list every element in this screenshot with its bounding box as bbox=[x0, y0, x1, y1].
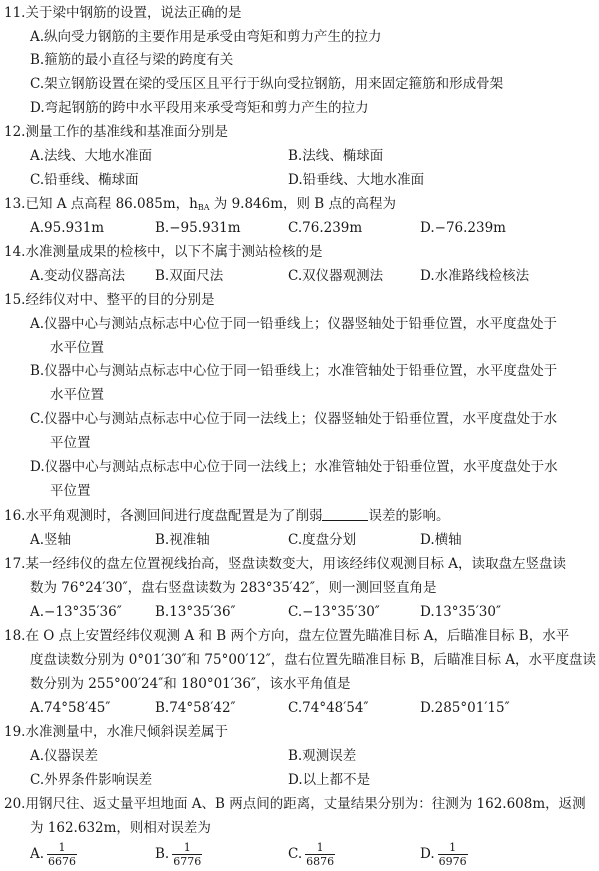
q15-option-b-line1: B.仪器中心与测站点标志中心位于同一铅垂线上；水准管轴处于铅垂位置，水平度盘处于 bbox=[30, 363, 558, 379]
q16-blank bbox=[322, 507, 368, 521]
q13-stem-subscript: BA bbox=[197, 203, 210, 212]
q14-option-a: A.变动仪器高法 bbox=[30, 268, 126, 284]
q19-option-b: B.观测误差 bbox=[288, 748, 357, 764]
q20-option-c-fraction bbox=[305, 841, 335, 868]
q16-stem bbox=[4, 507, 449, 525]
q15-option-c-line2: 平位置 bbox=[50, 435, 91, 451]
q20-stem-line2: 为 162.632m，则相对误差为 bbox=[30, 820, 211, 836]
q14-emphasis-1: 不 bbox=[200, 244, 215, 260]
q17-option-d: D.13°35′30″ bbox=[420, 604, 502, 620]
q11-stem: 11.关于梁中钢筋的设置，说法正确的是 bbox=[4, 5, 242, 21]
q20-option-b-numerator: 1 bbox=[183, 841, 191, 854]
q14-stem bbox=[4, 243, 322, 261]
q20-option-b bbox=[155, 839, 202, 869]
q13-option-a: A.95.931m bbox=[30, 220, 105, 236]
q11-option-c: C.架立钢筋设置在梁的受压区且平行于纵向受拉钢筋，用来固定箍筋和形成骨架 bbox=[30, 76, 504, 92]
q16-stem-pre: 16.水平角观测时，各测回间进行度盘配置是为了削弱 bbox=[4, 508, 323, 524]
q20-option-d-fraction bbox=[438, 841, 468, 868]
q13-option-d: D.−76.239m bbox=[420, 220, 506, 236]
q16-option-b: B.视准轴 bbox=[155, 532, 210, 548]
q19-option-a: A.仪器误差 bbox=[30, 748, 99, 764]
q15-stem: 15.经纬仪对中、整平的目的分别是 bbox=[4, 292, 215, 308]
q20-option-c-label: C. bbox=[288, 846, 303, 862]
q12-option-a: A.法线、大地水准面 bbox=[30, 148, 153, 164]
q18-stem-line1: 18.在 O 点上安置经纬仪观测 A 和 B 两个方向，盘左位置先瞄准目标 A，后瞄准目标 B，水平 bbox=[4, 628, 570, 644]
q19-stem: 19.水准测量中，水准尺倾斜误差属于 bbox=[4, 724, 228, 740]
q12-option-b: B.法线、椭球面 bbox=[288, 148, 384, 164]
q18-option-d: D.285°01′15″ bbox=[420, 700, 510, 716]
q16-option-c: C.度盘分划 bbox=[288, 532, 357, 548]
q11-option-d: D.弯起钢筋的跨中水平段用来承受弯矩和剪力产生的拉力 bbox=[30, 100, 369, 116]
q20-option-d-label: D. bbox=[420, 846, 435, 862]
q20-option-b-denominator: 6776 bbox=[173, 855, 202, 868]
q20-option-a-fraction bbox=[47, 841, 77, 868]
q15-option-c-line1: C.仪器中心与测站点标志中心位于同一法线上；仪器竖轴处于铅垂位置，水平度盘处于水 bbox=[30, 411, 558, 427]
q19-option-c: C.外界条件影响误差 bbox=[30, 772, 153, 788]
q20-option-a-label: A. bbox=[30, 846, 45, 862]
q20-option-a bbox=[30, 839, 77, 869]
q16-stem-post: 误差的影响。 bbox=[368, 508, 450, 524]
q18-option-b: B.74°58′42″ bbox=[155, 700, 236, 716]
q18-stem-line3: 数分别为 255°00′24″和 180°01′36″，该水平角值是 bbox=[30, 676, 351, 692]
q17-stem-line2: 数为 76°24′30″，盘右竖盘读数为 283°35′42″，则一测回竖直角是 bbox=[30, 580, 437, 596]
q17-option-c: C.−13°35′30″ bbox=[288, 604, 380, 620]
q20-option-d bbox=[420, 839, 468, 869]
q13-stem bbox=[4, 195, 396, 217]
q17-stem-line1: 17.某一经纬仪的盘左位置视线抬高，竖盘读数变大，用该经纬仪观测目标 A，读取盘左竖盘读 bbox=[4, 556, 567, 572]
q15-option-b-line2: 水平位置 bbox=[50, 387, 104, 403]
q20-option-d-numerator: 1 bbox=[449, 841, 457, 854]
q20-option-b-fraction bbox=[172, 841, 202, 868]
q13-option-c: C.76.239m bbox=[288, 220, 363, 236]
q11-option-b: B.箍筋的最小直径与梁的跨度有关 bbox=[30, 52, 234, 68]
q20-option-c bbox=[288, 839, 335, 869]
q15-option-d-line1: D.仪器中心与测站点标志中心位于同一法线上；水准管轴处于铅垂位置，水平度盘处于水 bbox=[30, 459, 558, 475]
q20-option-b-label: B. bbox=[155, 846, 170, 862]
q20-option-a-denominator: 6676 bbox=[48, 855, 77, 868]
q14-stem-pre: 14.水准测量成果的检核中，以下 bbox=[4, 244, 201, 260]
q19-option-d: D.以上都不是 bbox=[288, 772, 371, 788]
q17-option-b: B.13°35′36″ bbox=[155, 604, 236, 620]
q14-stem-post: 测站检核的是 bbox=[241, 244, 323, 260]
q15-option-a-line1: A.仪器中心与测站点标志中心位于同一铅垂线上；仪器竖轴处于铅垂位置，水平度盘处于 bbox=[30, 316, 558, 332]
q16-option-d: D.横轴 bbox=[420, 532, 462, 548]
q14-option-c: C.双仪器观测法 bbox=[288, 268, 384, 284]
q18-option-c: C.74°48′54″ bbox=[288, 700, 369, 716]
q14-option-d: D.水准路线检核法 bbox=[420, 268, 530, 284]
q12-option-c: C.铅垂线、椭球面 bbox=[30, 172, 139, 188]
q20-option-c-numerator: 1 bbox=[316, 841, 324, 854]
q14-emphasis-3: 于 bbox=[227, 244, 242, 260]
q18-option-a: A.74°58′45″ bbox=[30, 700, 111, 716]
q18-stem-line2: 度盘读数分别为 0°01′30″和 75°00′12″，盘右位置先瞄准目标 B，后瞄准目标 A，水平度盘读 bbox=[30, 652, 597, 668]
q20-option-d-denominator: 6976 bbox=[438, 855, 467, 868]
q13-stem-post: 为 9.846m，则 B 点的高程为 bbox=[209, 196, 397, 212]
q14-option-b: B.双面尺法 bbox=[155, 268, 224, 284]
q13-option-b: B.−95.931m bbox=[155, 220, 241, 236]
q15-option-a-line2: 水平位置 bbox=[50, 340, 104, 356]
q14-emphasis-2: 属 bbox=[214, 244, 228, 260]
q11-option-a: A.纵向受力钢筋的主要作用是承受由弯矩和剪力产生的拉力 bbox=[30, 29, 382, 45]
q13-stem-pre: 13.已知 A 点高程 86.085m，h bbox=[4, 196, 198, 212]
q17-option-a: A.−13°35′36″ bbox=[30, 604, 122, 620]
q15-option-d-line2: 平位置 bbox=[50, 483, 91, 499]
q16-option-a: A.竖轴 bbox=[30, 532, 72, 548]
q12-stem: 12.测量工作的基准线和基准面分别是 bbox=[4, 124, 228, 140]
q20-stem-line1: 20.用钢尺往、返丈量平坦地面 A、B 两点间的距离，丈量结果分别为：往测为 162.608m，返测 bbox=[4, 796, 586, 812]
q20-option-c-denominator: 6876 bbox=[306, 855, 335, 868]
q20-option-a-numerator: 1 bbox=[58, 841, 66, 854]
q12-option-d: D.铅垂线、大地水准面 bbox=[288, 172, 425, 188]
